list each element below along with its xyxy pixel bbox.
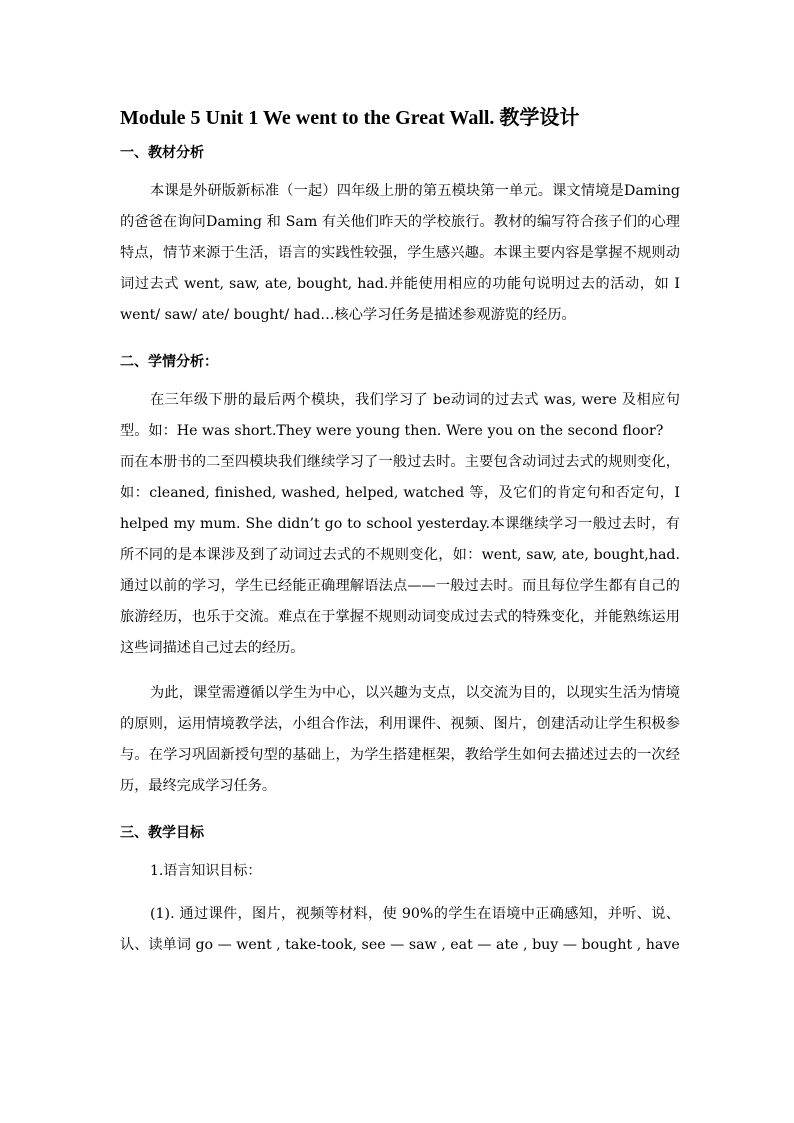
- section-heading-teaching-goals: 三、教学目标: [120, 825, 204, 841]
- paragraph-learner-analysis-3: 为此，课堂需遵循以学生为中心，以兴趣为支点，以交流为目的，以现实生活为情境的原则，运用情境教学法，小组合作法，利用课件、视频、图片，创建活动让学生积极参与。在学习巩固新授句型的基础上，为学生搭建框架，教给学生如何去描述过去的一次经历，最终完成学习任务。: [120, 685, 680, 794]
- spacer: [120, 664, 680, 678]
- spacer: [120, 373, 680, 385]
- spacer: [120, 844, 680, 856]
- paragraph-goal-1: (1). 通过课件，图片，视频等材料，使 90%的学生在语境中正确感知，并听、说、认、读单词 go — went , take-took, see — saw , eat — ate , buy — bought , have: [120, 906, 680, 953]
- section-heading-learner-analysis: 二、学情分析：: [120, 354, 218, 370]
- spacer: [120, 887, 680, 899]
- spacer: [120, 331, 680, 351]
- spacer: [120, 802, 680, 822]
- paragraph-textbook-analysis: 本课是外研版新标准（一起）四年级上册的第五模块第一单元。课文情境是Daming 的爸爸在询问Daming 和 Sam 有关他们昨天的学校旅行。教材的编写符合孩子们的心理特点，情节来源于生活，语言的实践性较强，学生感兴趣。本课主要内容是掌握不规则动词过去式 went, saw, ate, bought, had.并能使用相应的功能句说明过去的活动，如 I went/ saw/ ate/ bought/ had…核心学习任务是描述参观游览的经历。: [120, 183, 680, 323]
- section-heading-textbook-analysis: 一、教材分析: [120, 145, 204, 161]
- paragraph-learner-analysis-2: 而在本册书的二至四模块我们继续学习了一般过去时。主要包含动词过去式的规则变化，如：cleaned, finished, washed, helped, watched 等，及它们的肯定句和否定句，I helped my mum. She didn’t go to school yesterday.本课继续学习一般过去时，有所不同的是本课涉及到了动词过去式的不规则变化，如：went, saw, ate, bought,had. 通过以前的学习，学生已经能正确理解语法点——一般过去时。而且每位学生都有自己的旅游经历，也乐于交流。难点在于掌握不规则动词变成过去式的特殊变化，并能熟练运用这些词描述自己过去的经历。: [120, 454, 680, 656]
- document-page: [120, 98, 680, 961]
- spacer: [120, 164, 680, 176]
- paragraph-learner-analysis-1: 在三年级下册的最后两个模块，我们学习了 be动词的过去式 was, were 及相应句型。如：He was short.They were young then. Were you on the second floor?: [120, 392, 680, 439]
- subheading-language-knowledge-goals: 1.语言知识目标：: [150, 863, 262, 879]
- document-title: Module 5 Unit 1 We went to the Great Wall. 教学设计: [120, 107, 580, 129]
